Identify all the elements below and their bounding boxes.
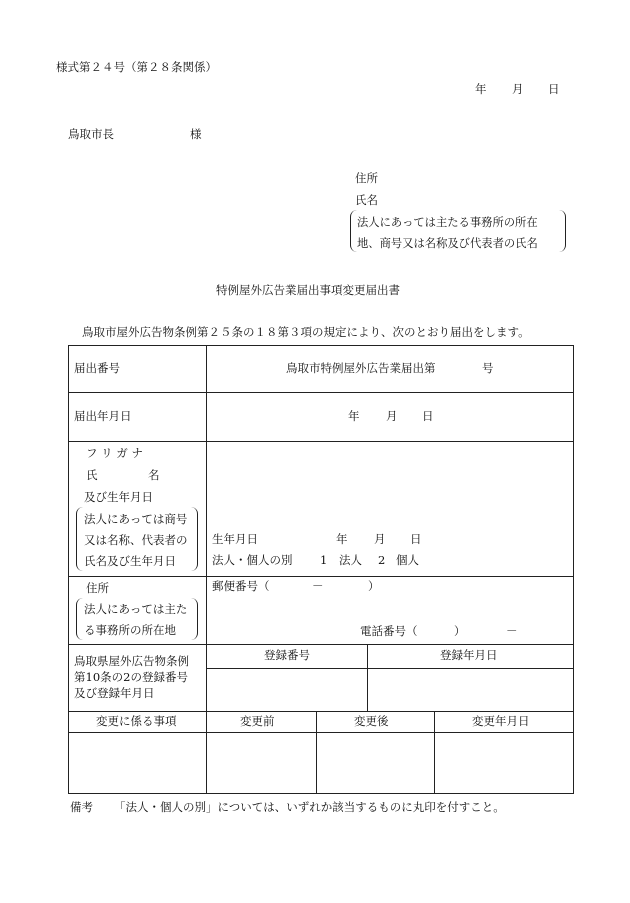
- registration-label-1: 鳥取県屋外広告物条例: [74, 654, 189, 668]
- date-day: 日: [548, 82, 560, 96]
- change-date-header: 変更年月日: [472, 714, 530, 728]
- notification-table: [68, 345, 574, 793]
- postal-code-close: ）: [368, 579, 380, 593]
- registration-number-header: 登録番号: [264, 648, 310, 662]
- row3-note-3: 氏名及び生年月日: [84, 554, 176, 568]
- notification-date-month: 月: [386, 409, 398, 423]
- name-label-mei: 名: [148, 468, 160, 482]
- notification-number-suffix: 号: [482, 361, 494, 375]
- notification-date-year: 年: [348, 409, 360, 423]
- notification-number-prefix: 鳥取市特例屋外広告業届出第: [286, 361, 436, 375]
- row4-note-1: 法人にあっては主た: [84, 602, 188, 616]
- document-title: 特例屋外広告業届出事項変更届出書: [216, 283, 400, 297]
- row3-note-1: 法人にあっては商号: [84, 512, 188, 526]
- registration-label-2: 第10条の2の登録番号: [74, 670, 188, 684]
- after-change-header: 変更後: [354, 714, 389, 728]
- form-number: 様式第２４号（第２８条関係）: [56, 60, 217, 74]
- applicant-address-label: 住所: [355, 171, 378, 185]
- phone-label: 電話番号（: [360, 624, 418, 638]
- applicant-corp-note-1: 法人にあっては主たる事務所の所在: [357, 216, 538, 229]
- notification-number-label: 届出番号: [74, 361, 120, 375]
- birthdate-label: 及び生年月日: [84, 490, 153, 504]
- birth-date-label: 生年月日: [212, 532, 258, 546]
- intro-text: 鳥取市屋外広告物条例第２５条の１８第３項の規定により、次のとおり届出をします。: [82, 325, 530, 339]
- applicant-name-label: 氏名: [355, 193, 378, 207]
- birth-date-month: 月: [374, 532, 386, 546]
- birth-date-year: 年: [336, 532, 348, 546]
- change-item-header: 変更に係る事項: [96, 714, 177, 728]
- option-corp-label: 法人: [339, 553, 362, 567]
- name-label-shi: 氏: [86, 468, 98, 482]
- registration-label-3: 及び登録年月日: [74, 686, 155, 700]
- phone-dash: －: [506, 624, 518, 638]
- date-month: 月: [512, 82, 524, 96]
- postal-code-label: 郵便番号（: [212, 579, 270, 593]
- birth-date-day: 日: [410, 532, 422, 546]
- option-individual-number: 2: [378, 553, 386, 567]
- phone-close: ）: [454, 624, 466, 638]
- remarks-text: 「法人・個人の別」については、いずれか該当するものに丸印を付すこと。: [114, 800, 505, 814]
- postal-code-dash: －: [312, 579, 324, 593]
- registration-date-header: 登録年月日: [440, 648, 498, 662]
- remarks-label: 備考: [70, 800, 93, 814]
- address-label: 住所: [86, 581, 109, 595]
- row3-note-2: 又は名称、代表者の: [84, 533, 188, 547]
- option-individual-label: 個人: [396, 553, 419, 567]
- date-year: 年: [475, 82, 487, 96]
- addressee-name: 鳥取市長: [68, 127, 114, 141]
- applicant-corp-note-2: 地、商号又は名称及び代表者の氏名: [357, 237, 538, 250]
- entity-type-label: 法人・個人の別: [212, 553, 293, 567]
- row4-note-2: る事務所の所在地: [84, 623, 176, 637]
- furigana-label: フ リ ガ ナ: [86, 446, 143, 460]
- notification-date-label: 届出年月日: [74, 409, 132, 423]
- addressee-honorific: 様: [190, 127, 202, 141]
- option-corp-number: 1: [320, 553, 328, 567]
- before-change-header: 変更前: [240, 714, 275, 728]
- notification-date-day: 日: [422, 409, 434, 423]
